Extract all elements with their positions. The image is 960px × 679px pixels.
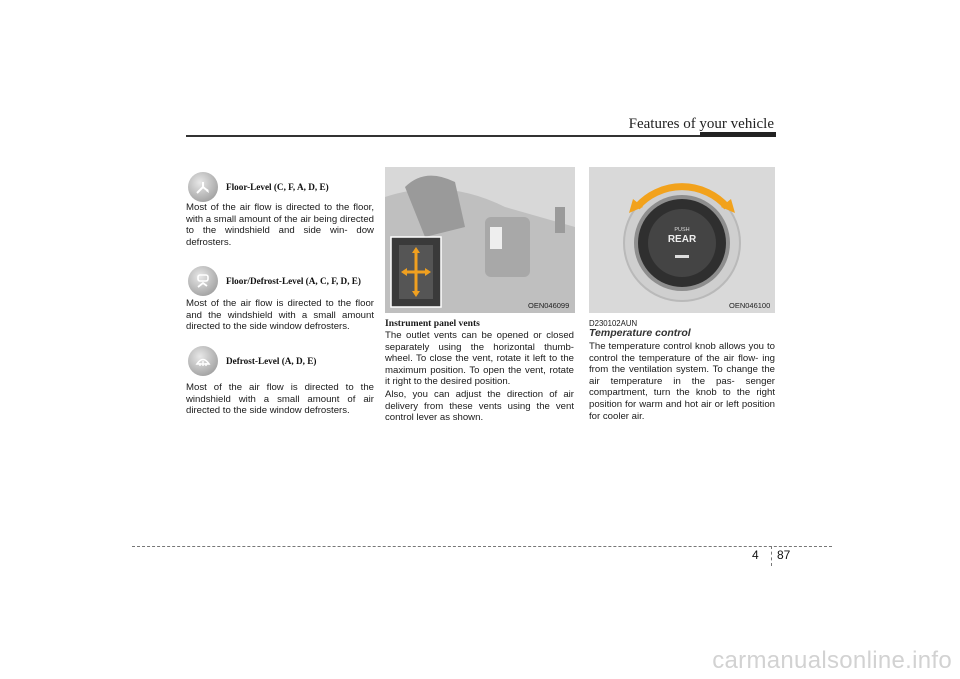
mode-floor-text: Most of the air flow is directed to the floor, with a small amount of the air being directed to the windshield and side win- dow defrosters.: [186, 202, 374, 248]
chapter-number: 4: [752, 548, 759, 562]
instrument-panel-vents-image: [385, 167, 575, 313]
mode-floor-defrost: [188, 266, 361, 296]
section-code: D230102AUN: [589, 319, 638, 328]
floor-defrost-icon: [188, 266, 218, 296]
mode-defrost-text: Most of the air flow is directed to the windshield with a small amount of air directed to the side window defrosters.: [186, 382, 374, 417]
page-header-title: Features of your vehicle: [628, 116, 774, 132]
temperature-control-text: The temperature control knob allows you to control the temperature of the air flow- ing from the ventilation system. To change the air temperature in the pas- senger compartment, turn the knob to the right position for warm and hot air or left position for cooler air.: [589, 341, 775, 422]
mode-floor: [188, 172, 329, 202]
knob-push-text: PUSH: [674, 227, 690, 233]
middle-image-code: OEN046099: [528, 301, 570, 310]
watermark: carmanualsonline.info: [712, 647, 952, 674]
mode-floor-defrost-text: Most of the air flow is directed to the floor and the windshield with a small amount directed to the side window defrosters.: [186, 298, 374, 333]
header-accent-bar: [700, 132, 776, 137]
vents-paragraph-1: The outlet vents can be opened or closed separately using the horizontal thumb- wheel. To close the vent, rotate it left to the maximum position. To open the vent, rotate it right to the desired position.: [385, 330, 574, 388]
instrument-panel-vents-heading: Instrument panel vents: [385, 318, 480, 329]
mode-floor-defrost-label: Floor/Defrost-Level (A, C, F, D, E): [226, 276, 361, 286]
page-number: 87: [777, 548, 791, 562]
floor-icon: [188, 172, 218, 202]
knob-rear-text: REAR: [667, 234, 697, 245]
footer-rule: [132, 546, 832, 547]
header-rule: [186, 135, 776, 137]
right-image-code: OEN046100: [729, 301, 771, 310]
mode-floor-label: Floor-Level (C, F, A, D, E): [226, 182, 329, 192]
mode-defrost: [188, 346, 316, 376]
defrost-icon: [188, 346, 218, 376]
page-number-separator: [771, 546, 772, 566]
temperature-knob-image: [589, 167, 775, 313]
vents-paragraph-2: Also, you can adjust the direction of air delivery from these vents using the vent control lever as shown.: [385, 389, 574, 424]
temperature-control-title: Temperature control: [589, 327, 691, 339]
mode-defrost-label: Defrost-Level (A, D, E): [226, 356, 317, 366]
